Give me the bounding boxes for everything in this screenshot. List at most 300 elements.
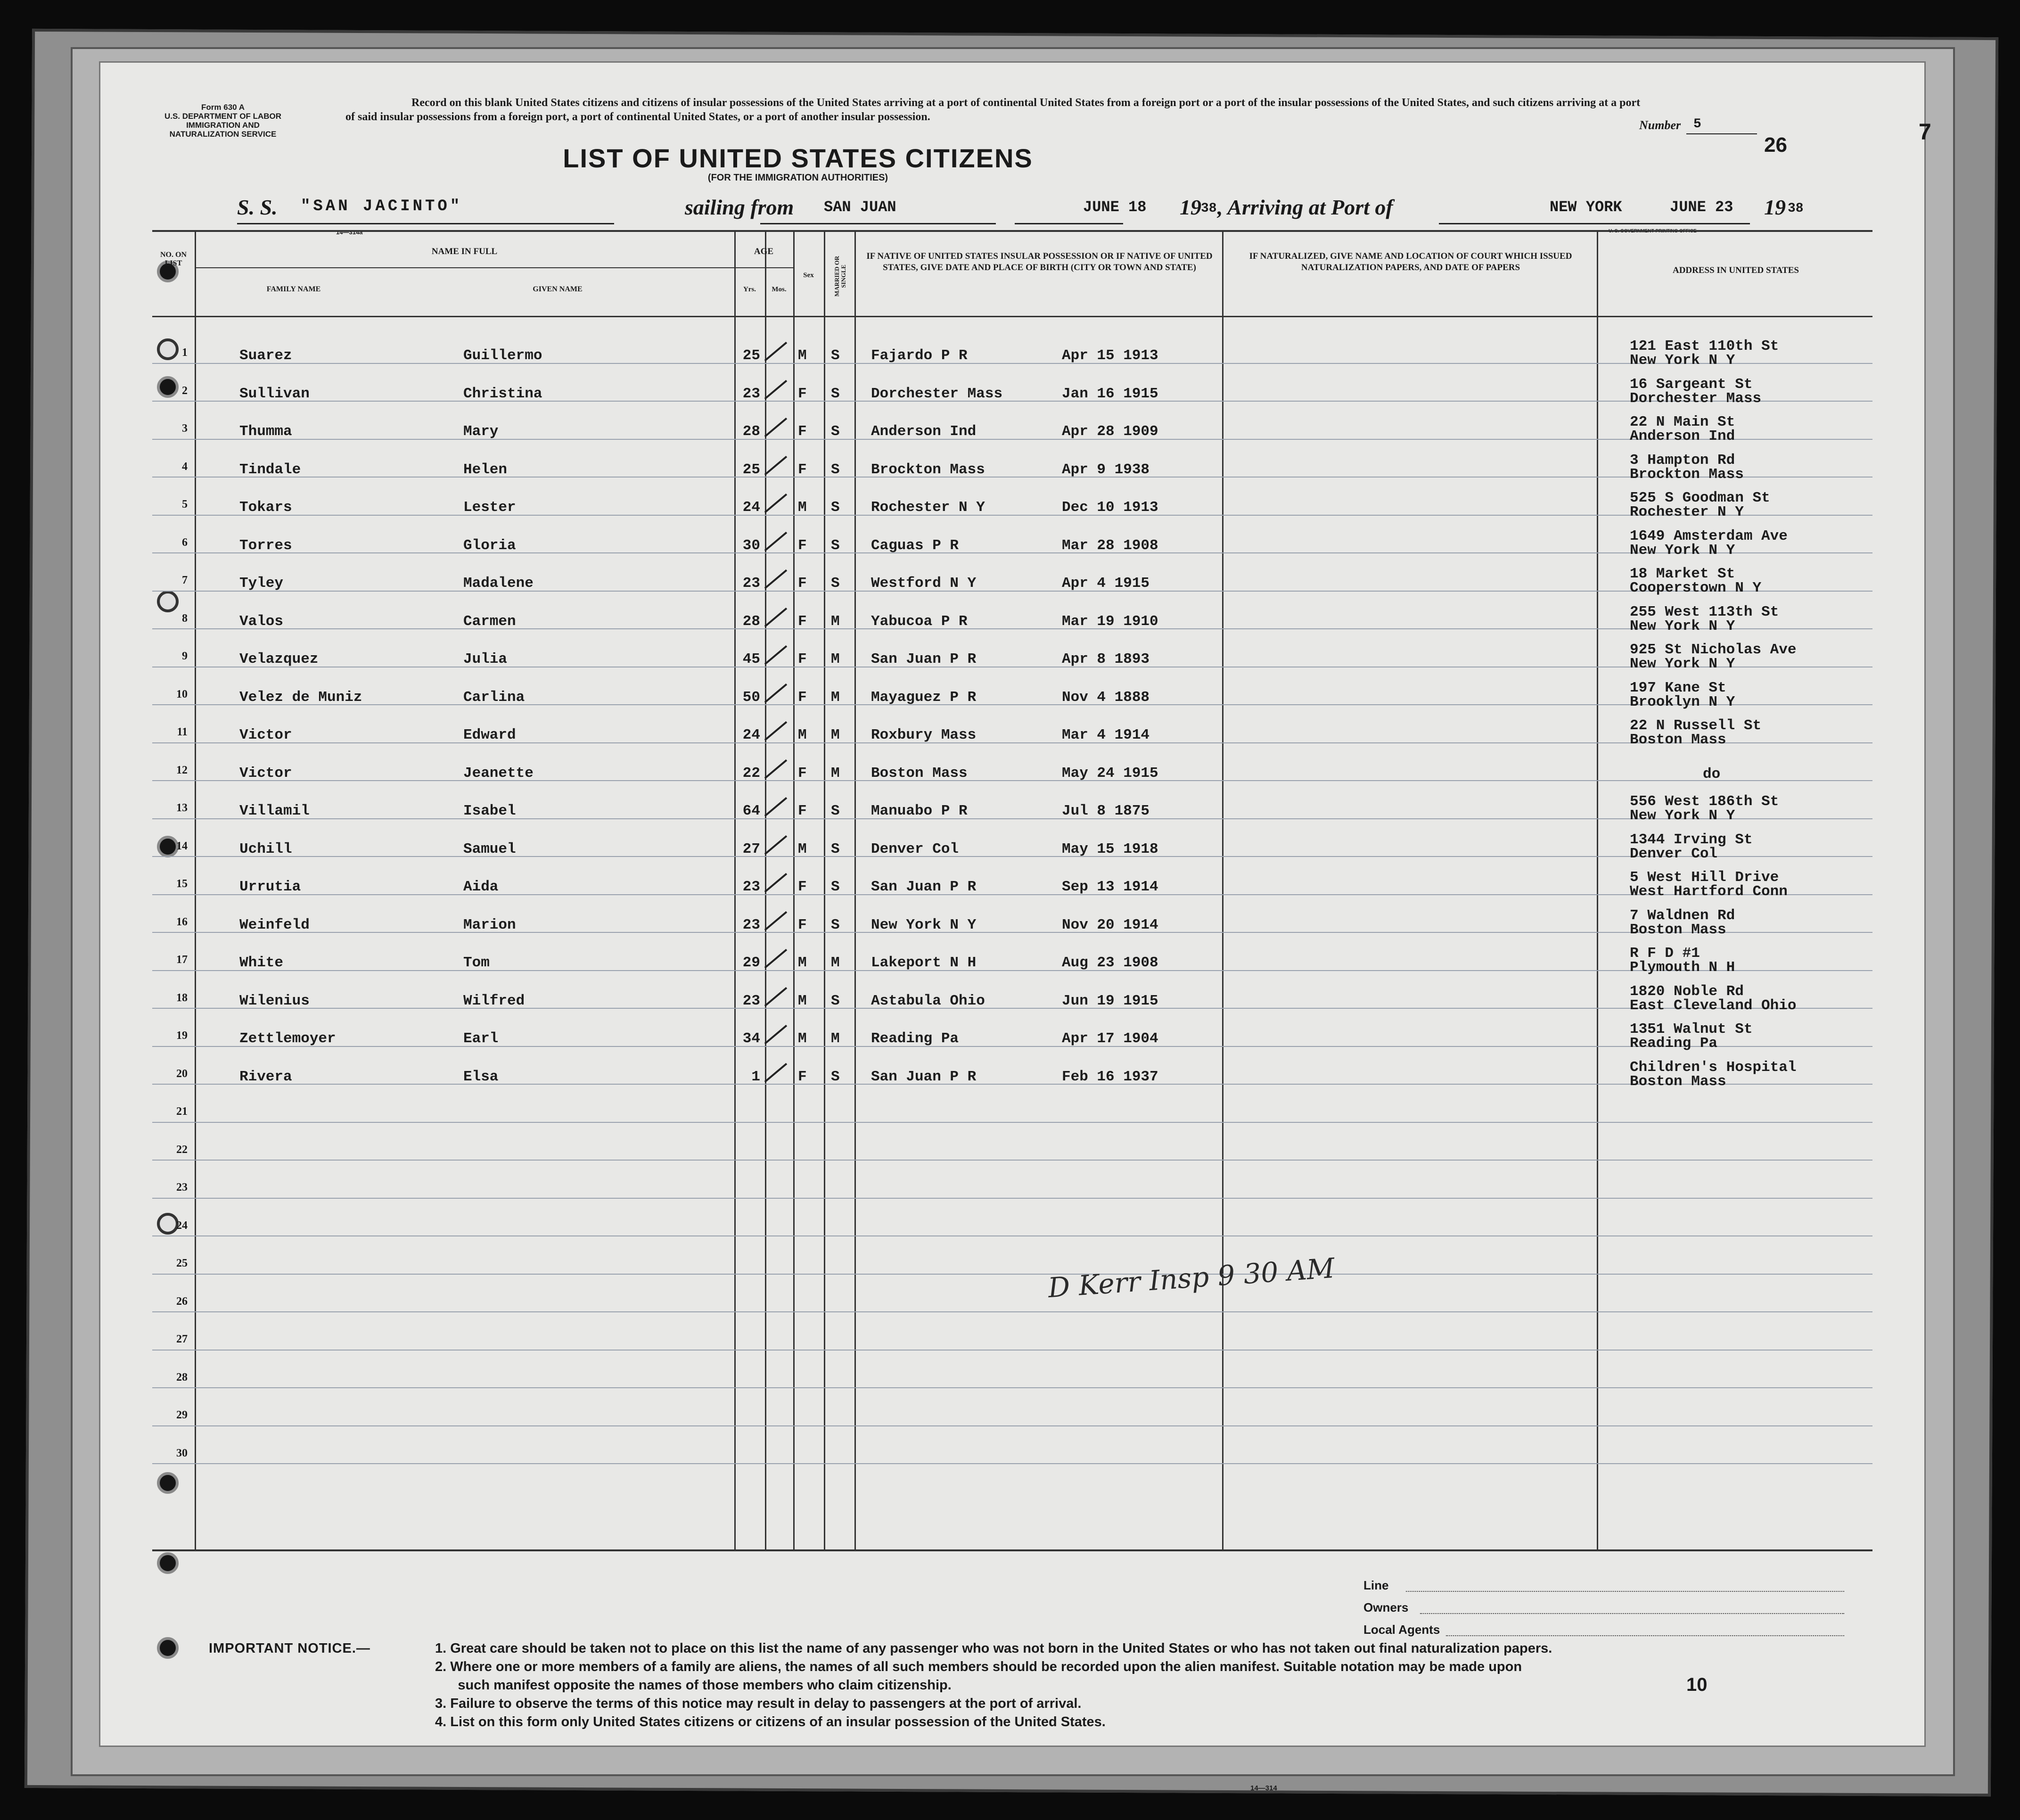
notice-item: 1. Great care should be taken not to place on this list the name of any passenger who was not born in the United States or who has not taken out final naturalization papers. bbox=[435, 1641, 1552, 1656]
address-line2-cell: Boston Mass bbox=[1630, 921, 1726, 938]
ship-name: "SAN JACINTO" bbox=[301, 198, 463, 215]
given-name-cell: Jeanette bbox=[463, 765, 534, 782]
departure-year-prefix: 19 bbox=[1180, 195, 1201, 219]
col-header-age: AGE bbox=[754, 247, 774, 256]
family-name-cell: Victor bbox=[239, 727, 292, 743]
family-name-cell: Thumma bbox=[239, 423, 292, 440]
sex-cell: M bbox=[798, 1030, 807, 1047]
sex-cell: F bbox=[798, 916, 807, 933]
page-number-edge: 7 bbox=[1919, 120, 1931, 145]
address-line1-cell: 525 S Goodman St bbox=[1630, 490, 1770, 506]
address-line1-cell: 22 N Russell St bbox=[1630, 717, 1762, 734]
given-name-cell: Carlina bbox=[463, 689, 525, 706]
agent-local-rule bbox=[1446, 1634, 1844, 1636]
service-name-line1: IMMIGRATION AND bbox=[186, 121, 260, 130]
age-years-cell: 25 bbox=[742, 347, 760, 364]
row-rule bbox=[152, 1122, 1872, 1123]
address-line1-cell: 1820 Noble Rd bbox=[1630, 983, 1744, 1000]
row-number: 5 bbox=[182, 498, 188, 511]
voyage-underline-port bbox=[760, 223, 996, 224]
col-divider bbox=[854, 232, 856, 1549]
address-line1-cell: 556 West 186th St bbox=[1630, 793, 1779, 810]
family-name-cell: Valos bbox=[239, 613, 284, 630]
row-rule bbox=[152, 1046, 1872, 1047]
address-line2-cell: Anderson Ind bbox=[1630, 428, 1735, 445]
marital-status-cell: S bbox=[831, 385, 840, 402]
row-rule bbox=[152, 1387, 1872, 1388]
row-rule bbox=[152, 1311, 1872, 1312]
check-mark bbox=[764, 683, 788, 703]
address-line2-cell: Boston Mass bbox=[1630, 732, 1726, 748]
ss-label: S. S. bbox=[237, 195, 278, 219]
col-header-family: FAMILY NAME bbox=[266, 285, 321, 293]
address-line2-cell: Brockton Mass bbox=[1630, 466, 1744, 483]
page-subtitle: (FOR THE IMMIGRATION AUTHORITIES) bbox=[707, 173, 888, 183]
number-label: Number bbox=[1639, 118, 1681, 132]
birth-date-cell: Aug 23 1908 bbox=[1062, 955, 1158, 971]
check-mark bbox=[764, 418, 788, 437]
printer-code: 14—314a bbox=[336, 229, 363, 236]
birth-date-cell: May 15 1918 bbox=[1062, 840, 1158, 857]
row-number: 22 bbox=[176, 1143, 188, 1156]
page-number: 26 bbox=[1764, 133, 1787, 156]
check-mark bbox=[764, 873, 788, 893]
sex-cell: F bbox=[798, 537, 807, 554]
row-rule bbox=[152, 1425, 1872, 1426]
address-line2-cell: New York N Y bbox=[1630, 352, 1735, 369]
sex-cell: F bbox=[798, 461, 807, 478]
address-line1-cell: 3 Hampton Rd bbox=[1630, 452, 1735, 469]
binder-hole bbox=[157, 1552, 179, 1574]
marital-status-cell: S bbox=[831, 347, 840, 364]
manifest-sheet bbox=[99, 61, 1931, 1792]
check-mark bbox=[764, 949, 788, 969]
departure-date: JUNE 18 bbox=[1083, 198, 1147, 216]
family-name-cell: Torres bbox=[239, 537, 292, 554]
department-name: U.S. DEPARTMENT OF LABOR bbox=[164, 112, 282, 121]
agent-line-label: Line bbox=[1363, 1578, 1389, 1592]
address-line1-cell: Children's Hospital bbox=[1630, 1059, 1797, 1076]
notice-heading: IMPORTANT NOTICE.— bbox=[209, 1641, 370, 1656]
birth-date-cell: Feb 16 1937 bbox=[1062, 1068, 1158, 1085]
sex-cell: F bbox=[798, 879, 807, 895]
family-name-cell: Suarez bbox=[239, 347, 292, 364]
voyage-underline-date bbox=[1015, 223, 1123, 224]
birth-place-cell: Caguas P R bbox=[871, 537, 959, 554]
given-name-cell: Gloria bbox=[463, 537, 516, 554]
row-number: 23 bbox=[176, 1181, 188, 1194]
age-years-cell: 50 bbox=[742, 689, 760, 706]
sex-cell: M bbox=[798, 955, 807, 971]
departure-year: 38 bbox=[1201, 201, 1217, 216]
row-rule bbox=[152, 1274, 1872, 1275]
arrival-year-prefix: 19 bbox=[1764, 195, 1786, 219]
row-rule bbox=[152, 780, 1872, 781]
sex-cell: F bbox=[798, 651, 807, 667]
address-line2-cell: New York N Y bbox=[1630, 656, 1735, 672]
col-divider bbox=[824, 232, 825, 1549]
marital-status-cell: S bbox=[831, 1068, 840, 1085]
voyage-underline-arrival-date bbox=[1609, 223, 1750, 224]
age-years-cell: 23 bbox=[742, 992, 760, 1009]
given-name-cell: Earl bbox=[463, 1030, 499, 1047]
given-name-cell: Christina bbox=[463, 385, 542, 402]
binder-hole bbox=[157, 1637, 179, 1659]
page-title: LIST OF UNITED STATES CITIZENS bbox=[563, 143, 1033, 173]
row-rule bbox=[152, 552, 1872, 553]
address-line1-cell: 925 St Nicholas Ave bbox=[1630, 642, 1797, 658]
family-name-cell: Tokars bbox=[239, 499, 292, 516]
row-rule bbox=[152, 363, 1872, 364]
passenger-tally: 10 bbox=[1686, 1674, 1708, 1695]
birth-date-cell: Apr 9 1938 bbox=[1062, 461, 1150, 478]
address-line1-cell: 1351 Walnut St bbox=[1630, 1021, 1753, 1038]
sex-cell: M bbox=[798, 840, 807, 857]
col-header-mos: Mos. bbox=[772, 286, 787, 293]
row-rule bbox=[152, 818, 1872, 819]
given-name-cell: Elsa bbox=[463, 1068, 499, 1085]
row-number: 18 bbox=[176, 991, 188, 1004]
age-years-cell: 45 bbox=[742, 651, 760, 667]
notice-item: 3. Failure to observe the terms of this notice may result in delay to passengers at the port of arrival. bbox=[435, 1696, 1082, 1711]
row-number: 6 bbox=[182, 536, 188, 549]
row-rule bbox=[152, 1463, 1872, 1464]
birth-place-cell: Boston Mass bbox=[871, 765, 968, 782]
address-line2-cell: Boston Mass bbox=[1630, 1073, 1726, 1090]
check-mark bbox=[764, 531, 788, 551]
header-bottom-rule bbox=[152, 316, 1872, 317]
age-years-cell: 1 bbox=[751, 1068, 760, 1085]
marital-status-cell: M bbox=[831, 727, 840, 743]
gpo-mark: U. S. GOVERNMENT PRINTING OFFICE bbox=[1609, 229, 1697, 234]
sex-cell: M bbox=[798, 992, 807, 1009]
check-mark bbox=[764, 721, 788, 741]
sex-cell: F bbox=[798, 423, 807, 440]
row-number: 3 bbox=[182, 422, 188, 435]
col-header-yrs: Yrs. bbox=[743, 286, 756, 293]
row-rule bbox=[152, 1008, 1872, 1009]
birth-date-cell: Apr 17 1904 bbox=[1062, 1030, 1158, 1047]
row-number: 20 bbox=[176, 1067, 188, 1080]
birth-date-cell: May 24 1915 bbox=[1062, 765, 1158, 782]
col-divider bbox=[1597, 232, 1598, 1549]
agent-local-label: Local Agents bbox=[1363, 1622, 1440, 1637]
birth-date-cell: Sep 13 1914 bbox=[1062, 879, 1158, 895]
arrival-date: JUNE 23 bbox=[1670, 198, 1733, 216]
row-rule bbox=[152, 1198, 1872, 1199]
row-rule bbox=[152, 591, 1872, 592]
row-rule bbox=[152, 515, 1872, 516]
marital-status-cell: S bbox=[831, 992, 840, 1009]
row-rule bbox=[152, 1160, 1872, 1161]
col-divider bbox=[793, 232, 795, 1549]
row-number: 10 bbox=[176, 688, 188, 700]
row-number: 7 bbox=[182, 574, 188, 586]
arrival-port: NEW YORK bbox=[1550, 198, 1622, 216]
departure-port: SAN JUAN bbox=[824, 198, 896, 216]
sex-cell: F bbox=[798, 1068, 807, 1085]
given-name-cell: Julia bbox=[463, 651, 508, 667]
address-line2-cell: West Hartford Conn bbox=[1630, 883, 1788, 900]
address-line1-cell: 7 Waldnen Rd bbox=[1630, 907, 1735, 924]
agent-owners-rule bbox=[1420, 1612, 1844, 1614]
marital-status-cell: M bbox=[831, 613, 840, 630]
service-name-line2: NATURALIZATION SERVICE bbox=[169, 130, 277, 139]
birth-place-cell: Denver Col bbox=[871, 840, 959, 857]
age-years-cell: 24 bbox=[742, 727, 760, 743]
check-mark bbox=[764, 379, 788, 399]
col-divider bbox=[734, 232, 736, 1549]
address-line2-cell: New York N Y bbox=[1630, 807, 1735, 824]
birth-date-cell: Mar 28 1908 bbox=[1062, 537, 1158, 554]
form-identifier bbox=[162, 103, 284, 139]
col-header-naturalized: IF NATURALIZED, GIVE NAME AND LOCATION OF COURT WHICH ISSUED NATURALIZATION PAPERS, AND DATE OF PAPERS bbox=[1249, 251, 1572, 272]
birth-place-cell: New York N Y bbox=[871, 916, 977, 933]
birth-date-cell: Apr 8 1893 bbox=[1062, 651, 1150, 667]
birth-place-cell: Brockton Mass bbox=[871, 461, 985, 478]
marital-status-cell: S bbox=[831, 499, 840, 516]
birth-place-cell: Lakeport N H bbox=[871, 955, 977, 971]
check-mark bbox=[764, 911, 788, 931]
age-years-cell: 25 bbox=[742, 461, 760, 478]
address-line1-cell: 255 West 113th St bbox=[1630, 603, 1779, 620]
age-years-cell: 30 bbox=[742, 537, 760, 554]
col-header-sex: Sex bbox=[803, 272, 814, 279]
row-number: 28 bbox=[176, 1371, 188, 1384]
given-name-cell: Mary bbox=[463, 423, 499, 440]
address-line1-cell: 18 Market St bbox=[1630, 566, 1735, 582]
marital-status-cell: M bbox=[831, 689, 840, 706]
sex-cell: F bbox=[798, 385, 807, 402]
marital-status-cell: M bbox=[831, 651, 840, 667]
sex-cell: M bbox=[798, 727, 807, 743]
birth-place-cell: Astabula Ohio bbox=[871, 992, 985, 1009]
given-name-cell: Edward bbox=[463, 727, 516, 743]
address-line2-cell: Brooklyn N Y bbox=[1630, 693, 1735, 710]
birth-place-cell: Fajardo P R bbox=[871, 347, 968, 364]
row-rule bbox=[152, 1350, 1872, 1351]
col-header-no: NO. ON LIST bbox=[160, 251, 187, 267]
sex-cell: F bbox=[798, 575, 807, 592]
marital-status-cell: S bbox=[831, 916, 840, 933]
address-line1-cell: 1344 Irving St bbox=[1630, 831, 1753, 848]
row-rule bbox=[152, 477, 1872, 478]
age-years-cell: 28 bbox=[742, 423, 760, 440]
sex-cell: M bbox=[798, 347, 807, 364]
row-rule bbox=[152, 894, 1872, 895]
col-header-given: GIVEN NAME bbox=[533, 285, 583, 293]
age-years-cell: 29 bbox=[742, 955, 760, 971]
row-rule bbox=[152, 1235, 1872, 1236]
family-name-cell: Zettlemoyer bbox=[239, 1030, 336, 1047]
form-code: 14—314 bbox=[1250, 1784, 1277, 1792]
row-number: 16 bbox=[176, 915, 188, 928]
age-years-cell: 23 bbox=[742, 916, 760, 933]
birth-date-cell: Dec 10 1913 bbox=[1062, 499, 1158, 516]
check-mark bbox=[764, 1025, 788, 1045]
age-years-cell: 24 bbox=[742, 499, 760, 516]
given-name-cell: Helen bbox=[463, 461, 508, 478]
given-name-cell: Guillermo bbox=[463, 347, 542, 364]
check-mark bbox=[764, 797, 788, 817]
row-rule bbox=[152, 704, 1872, 705]
address-line1-cell: 197 Kane St bbox=[1630, 679, 1726, 696]
header-rule bbox=[734, 267, 793, 268]
voyage-underline-ship bbox=[237, 223, 614, 224]
row-rule bbox=[152, 401, 1872, 402]
notice-item: 4. List on this form only United States citizens or citizens of an insular possession of the United States. bbox=[435, 1714, 1106, 1729]
marital-status-cell: M bbox=[831, 1030, 840, 1047]
sex-cell: F bbox=[798, 689, 807, 706]
age-years-cell: 23 bbox=[742, 385, 760, 402]
agent-owners-label: Owners bbox=[1363, 1600, 1409, 1614]
birth-place-cell: Roxbury Mass bbox=[871, 727, 977, 743]
row-rule bbox=[152, 1084, 1872, 1085]
address-line2-cell: Dorchester Mass bbox=[1630, 390, 1762, 407]
birth-place-cell: Reading Pa bbox=[871, 1030, 959, 1047]
check-mark bbox=[764, 1062, 788, 1082]
check-mark bbox=[764, 494, 788, 513]
row-rule bbox=[152, 628, 1872, 629]
sex-cell: F bbox=[798, 765, 807, 782]
birth-place-cell: Westford N Y bbox=[871, 575, 977, 592]
row-number: 27 bbox=[176, 1333, 188, 1345]
row-rule bbox=[152, 439, 1872, 440]
birth-date-cell: Mar 4 1914 bbox=[1062, 727, 1150, 743]
address-line2-cell: New York N Y bbox=[1630, 618, 1735, 634]
address-line2-cell: East Cleveland Ohio bbox=[1630, 997, 1797, 1014]
form-number: Form 630 A bbox=[201, 103, 245, 112]
family-name-cell: Rivera bbox=[239, 1068, 292, 1085]
birth-date-cell: Nov 20 1914 bbox=[1062, 916, 1158, 933]
row-number: 29 bbox=[176, 1409, 188, 1421]
given-name-cell: Madalene bbox=[463, 575, 534, 592]
given-name-cell: Isabel bbox=[463, 803, 516, 819]
marital-status-cell: S bbox=[831, 840, 840, 857]
row-number: 12 bbox=[176, 764, 188, 776]
col-divider bbox=[1222, 232, 1223, 1549]
family-name-cell: Wilenius bbox=[239, 992, 310, 1009]
family-name-cell: Tyley bbox=[239, 575, 284, 592]
address-line2-cell: Plymouth N H bbox=[1630, 959, 1735, 976]
address-line1-cell: do bbox=[1703, 766, 1721, 782]
birth-date-cell: Mar 19 1910 bbox=[1062, 613, 1158, 630]
address-line1-cell: 121 East 110th St bbox=[1630, 338, 1779, 354]
row-number: 11 bbox=[177, 726, 188, 738]
birth-place-cell: Manuabo P R bbox=[871, 803, 968, 819]
family-name-cell: Uchill bbox=[239, 840, 292, 857]
age-years-cell: 28 bbox=[742, 613, 760, 630]
marital-status-cell: S bbox=[831, 575, 840, 592]
row-rule bbox=[152, 932, 1872, 933]
family-name-cell: Sullivan bbox=[239, 385, 310, 402]
address-line1-cell: 22 N Main St bbox=[1630, 414, 1735, 430]
row-rule bbox=[152, 742, 1872, 743]
instructions-text: Record on this blank United States citizens and citizens of insular possessions of the United States arriving at a port of continental United States from a foreign port or a port of the insular possessions of the United States, and such citizens arriving at a port of said insular possessions from a foreign port, a port of continental United States, or a port of another insular possession. bbox=[345, 97, 1641, 123]
row-number: 24 bbox=[176, 1219, 188, 1232]
family-name-cell: Velez de Muniz bbox=[239, 689, 362, 706]
given-name-cell: Lester bbox=[463, 499, 516, 516]
check-mark bbox=[764, 455, 788, 475]
birth-place-cell: San Juan P R bbox=[871, 879, 977, 895]
birth-place-cell: Mayaguez P R bbox=[871, 689, 977, 706]
family-name-cell: Weinfeld bbox=[239, 916, 310, 933]
birth-date-cell: Jan 16 1915 bbox=[1062, 385, 1158, 402]
age-years-cell: 23 bbox=[742, 879, 760, 895]
age-years-cell: 64 bbox=[742, 803, 760, 819]
check-mark bbox=[764, 759, 788, 779]
arriving-label: , Arriving at Port of bbox=[1217, 195, 1393, 219]
age-years-cell: 23 bbox=[742, 575, 760, 592]
row-number: 8 bbox=[182, 612, 188, 625]
col-header-birth: IF NATIVE OF UNITED STATES INSULAR POSSESSION OR IF NATIVE OF UNITED STATES, GIVE DATE AND PLACE OF BIRTH (CITY OR TOWN AND STATE) bbox=[866, 251, 1213, 272]
col-divider bbox=[195, 232, 196, 1549]
notice-item: 2. Where one or more members of a family are aliens, the names of all such members should be recorded upon the alien manifest. Suitable notation may be made upon bbox=[435, 1659, 1522, 1674]
birth-date-cell: Jul 8 1875 bbox=[1062, 803, 1150, 819]
birth-place-cell: San Juan P R bbox=[871, 651, 977, 667]
check-mark bbox=[764, 835, 788, 855]
row-number: 9 bbox=[182, 650, 188, 662]
row-number: 1 bbox=[182, 346, 188, 359]
row-number: 17 bbox=[176, 954, 188, 966]
age-years-cell: 27 bbox=[742, 840, 760, 857]
birth-date-cell: Apr 15 1913 bbox=[1062, 347, 1158, 364]
row-number: 26 bbox=[176, 1295, 188, 1308]
row-rule bbox=[152, 970, 1872, 971]
sex-cell: M bbox=[798, 499, 807, 516]
col-header-name: NAME IN FULL bbox=[431, 247, 498, 256]
marital-status-cell: M bbox=[831, 955, 840, 971]
sailing-label: sailing from bbox=[685, 195, 794, 219]
col-header-address: ADDRESS IN UNITED STATES bbox=[1672, 265, 1799, 275]
row-number: 21 bbox=[176, 1105, 188, 1118]
check-mark bbox=[764, 645, 788, 665]
check-mark bbox=[764, 987, 788, 1006]
age-years-cell: 34 bbox=[742, 1030, 760, 1047]
given-name-cell: Marion bbox=[463, 916, 516, 933]
birth-place-cell: Anderson Ind bbox=[871, 423, 977, 440]
row-number: 14 bbox=[176, 840, 188, 852]
row-number: 2 bbox=[182, 384, 188, 397]
marital-status-cell: S bbox=[831, 537, 840, 554]
address-line2-cell: Reading Pa bbox=[1630, 1035, 1718, 1052]
family-name-cell: Villamil bbox=[239, 803, 310, 819]
marital-status-cell: S bbox=[831, 879, 840, 895]
given-name-cell: Wilfred bbox=[463, 992, 525, 1009]
row-number: 15 bbox=[176, 878, 188, 890]
check-mark bbox=[764, 569, 788, 589]
marital-status-cell: M bbox=[831, 765, 840, 782]
header-rule bbox=[195, 267, 734, 268]
family-name-cell: Velazquez bbox=[239, 651, 319, 667]
marital-status-cell: S bbox=[831, 423, 840, 440]
family-name-cell: Tindale bbox=[239, 461, 301, 478]
age-years-cell: 22 bbox=[742, 765, 760, 782]
row-number: 30 bbox=[176, 1447, 188, 1459]
given-name-cell: Samuel bbox=[463, 840, 516, 857]
agent-line-rule bbox=[1406, 1590, 1844, 1592]
birth-date-cell: Nov 4 1888 bbox=[1062, 689, 1150, 706]
row-number: 13 bbox=[176, 802, 188, 814]
address-line1-cell: 16 Sargeant St bbox=[1630, 376, 1753, 393]
given-name-cell: Tom bbox=[463, 955, 490, 971]
address-line1-cell: 1649 Amsterdam Ave bbox=[1630, 527, 1788, 544]
address-line1-cell: 5 West Hill Drive bbox=[1630, 869, 1779, 886]
family-name-cell: Urrutia bbox=[239, 879, 301, 895]
family-name-cell: White bbox=[239, 955, 284, 971]
check-mark bbox=[764, 607, 788, 627]
marital-status-cell: S bbox=[831, 803, 840, 819]
